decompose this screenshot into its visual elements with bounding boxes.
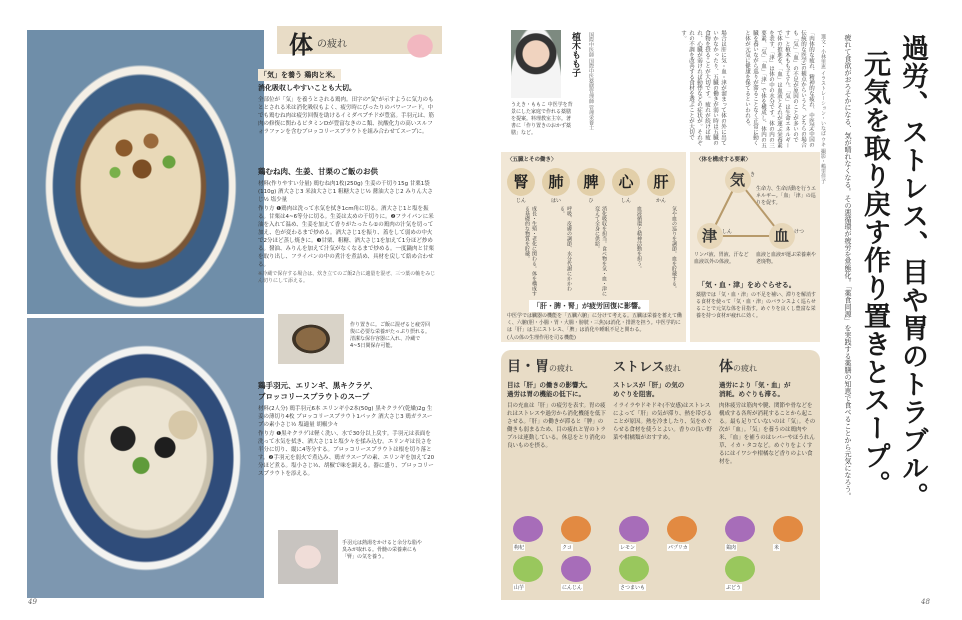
recipe1-steps: 作り方 ❶鶏肉は洗って水気を拭き1cm角に切る。酒大さじ1と塩を振る。甘栗は4~6等分に切る。生姜は太めの千切りに。❷フライパンに米油を入れて温め、生姜を加えて香りがたったら①の鶏肉の汁気を切って加え、色が変わるまで炒める。酒大さじ1を振り、蓋をして弱めの中火で2分ほど蒸し焼きに。❸甘栗、粗糖、酒大さじ1を加えて1分ほど炒める。醤油、みりんを加えて汁気がなくなるまで炒める。一度鍋肉と甘栗を取り出し、フライパンの中の煮汁を煮詰め、具材を戻して絡め合わせる。 — [258, 206, 435, 268]
col3-head2: 消耗。めぐりも滞る。 — [719, 390, 784, 398]
food-label: 米 — [774, 545, 780, 551]
element-shin-desc: リンパ液、胃液、汗など血液以外の体液。 — [694, 252, 749, 265]
food-illustration — [619, 516, 649, 542]
rice-toppings — [97, 120, 187, 190]
box1-text: 全部位が「気」を養うとされる鶏肉。田字の"気"が示すように気力のもととされる米は消化吸収もよく、疲労時にぴったりのパワーフード。中でも鶏むね肉は疲労回復を助けるイミダペプチドが豊富。手羽元は、筋肉の修復に関わるビタミンDが豊富なきのこ類、抗酸化力の高いスルフォラファンを含むブロッコリースプラウトを組み合わせてスープに。 — [258, 97, 435, 135]
recipe2-ingredients: 材料(2人分) 鶏手羽元6本 エリンギ小2本(50g) 黒キクラゲ(乾燥)2g 生姜の薄切り4枚 ブロッコリースプラウト1パック 酒大さじ3 鶏ガラスープの素小さじ½ 塩適量 胡椒少々 — [258, 406, 433, 428]
gozo-reading: かん — [655, 198, 666, 204]
col2-heading — [613, 356, 713, 375]
col1-head1: 目は「肝」の働きの影響大。 — [507, 381, 592, 389]
section-title-big: 体 — [289, 30, 313, 59]
intro-box — [258, 62, 436, 162]
elements-heading: 〈体を構成する要素〉 — [696, 157, 752, 163]
inset-caption-2: 手羽元は熱湯をかけると余分な脂や臭みが取れる。骨髄の栄養素にも「腎」の気を養う。 — [342, 540, 423, 560]
section-title-small: の疲れ — [317, 39, 347, 50]
right-page — [481, 0, 962, 620]
recipe2-steps: 作り方 ❶黒キクラゲは軽く洗い、水で30分以上戻す。手羽元は表面を洗って水気を拭き、酒大さじ1と塩少々を揉み込む。エリンギは長さを半分に切り、縦に4等分する。ブロッコリースプラウトは根を切り落とす。❷手羽元を弱火で煮込み、鶏ガラスープの素、エリンギを加えて20分ほど煮る。塩小さじ½、胡椒で味を調える。器に盛り、ブロッコリースプラウトを添える。 — [258, 431, 435, 477]
col1-text: 目の充血は「肝」の疲労を表す。胃の疲れはストレスや過労から消化機能を低下させる。「肝」の働きが滞ると「脾」の働きも弱まるため、目の疲れと胃のトラブルは連動している。休息をとり消化の良いものを摂る。 — [507, 403, 606, 449]
recipe1-title: 鶏むね肉、生姜、甘栗のご飯のお供 — [258, 167, 378, 176]
col3-head1: 過労により「気・血」が — [719, 381, 791, 389]
gozo-footer-note: (人の体の生理作用を司る機能) — [507, 335, 576, 341]
rice-bowl-photo — [27, 30, 264, 314]
gozo-descriptions — [507, 206, 682, 306]
soup-toppings — [87, 398, 207, 488]
page-number-left: 49 — [28, 598, 37, 606]
element-shin: 津 — [702, 227, 718, 245]
gozo-desc-item: 血液循環と精神活動を担う。 — [636, 206, 642, 271]
gozo-organ: 肝 — [647, 168, 675, 196]
gozo-desc-item: 呼吸、皮膚の調節、水分代謝にかかわる。 — [559, 206, 572, 291]
food-illustration — [725, 516, 755, 542]
body-text: 「肉体的な疲れ、精神的な疲れ、中医学(中国の伝統的な医学)の観点からいうと、どちらの場合も「気」「血」の不足が原因のことが多いのです」と植木もも子さん。「気」は生命エネルギーで体の推進を、「血」は血液とそれが運ぶ栄養素を表す、「津」は体の中の水分です。体の内の三要素、「気」「血」「津」で体を構成し、体内の五臓を養いながら巡りが滞ることなく正常に動くと体が元気に健康を保てるといわれる。 — [744, 30, 814, 149]
inset-photo-1 — [278, 314, 344, 364]
gozo-heading: 〈五臓とその働き〉 — [507, 157, 557, 163]
element-ketsu-reading: けつ — [794, 229, 805, 235]
col2-text: イライラやドキドキ(不安感)はストレスによって「肝」の気が滞り、熱を帯びることが原因。熱を冷ましたり、気をめぐらせる食材を使うとよい。香りの良い野菜や柑橘類がおすすめ。 — [613, 403, 713, 441]
gozo-footer: 「肝・脾・腎」が疲労回復に影響。 — [529, 300, 649, 312]
element-shin-reading: しん — [722, 229, 733, 235]
food-label: レモン — [620, 545, 636, 551]
stress-panel — [613, 356, 713, 596]
food-label: パプリカ — [668, 545, 688, 551]
body-fatigue-panel — [719, 356, 817, 596]
page-number-right: 48 — [921, 598, 930, 606]
gozo-organ: 心 — [612, 168, 640, 196]
gozo-desc-item: 消化吸収を担当。食べ物を気・血・津に変えて全身に供給。 — [594, 206, 607, 296]
gozo-desc-item: 成長・生殖・老化に関わる。体を構成する基礎的な物質を貯蔵。 — [524, 206, 537, 296]
element-ki-reading: き — [750, 172, 756, 178]
recipe2 — [258, 380, 436, 520]
col3-big: 体 — [719, 359, 733, 375]
col3-foods — [719, 512, 817, 596]
food-illustration — [725, 556, 755, 582]
col2-head1: ストレスが「肝」の気の — [613, 381, 685, 389]
food-label: 山芋 — [514, 585, 525, 591]
recipe2-title-line1: 鶏手羽元、エリンギ、黒キクラゲ、 — [258, 381, 378, 390]
gozo-organ: 肺 — [542, 168, 570, 196]
gozo-organ: 腎 — [507, 168, 535, 196]
element-ki: 気 — [730, 171, 746, 189]
recipe1-note: ※冷蔵で保存する場合は、炊き立てのご飯2合に適量を混ぜ、三つ葉の軸をみじん切りにして添える。 — [258, 271, 436, 284]
food-illustration — [667, 516, 697, 542]
food-label: クコ — [562, 545, 572, 551]
food-label: ぶどう — [726, 585, 742, 591]
col1-small: の疲れ — [549, 364, 573, 373]
elements-footer-text: 薬膳では「気・血・津」の不足を補い、滞りを解消する食材を使って「気・血・津」のバランスよく巡らせることで元気な体を目指す。めぐりを良くし豊富な栄養を持つ食材が疲れに効く。 — [696, 292, 817, 319]
intro-text: 疲れて食欲がおろそかになる、気が晴れなくなる。その悪循環が疲労を常態化。「薬食同源」を実践する薬膳の知恵で食べることから元気になろう。 — [844, 34, 852, 500]
col1-big2: 胃 — [535, 359, 549, 375]
inset-photo-2 — [278, 530, 338, 584]
element-ketsu-desc: 血液と血液が運ぶ栄養素や老廃物。 — [756, 252, 817, 265]
col1-foods — [507, 512, 607, 596]
inset-caption-1: 作り置きに。ご飯に混ぜると疲労回復に必要な栄養がたっぷり摂れる。清潔な保存容器に入れ、冷蔵で4~5日間保存可能。 — [350, 322, 431, 349]
box1-title: 「気」を養う 鶏肉と米。 — [260, 71, 340, 79]
headline-line1: 過労、ストレス、目や胃のトラブル。 — [897, 34, 928, 510]
gozo-reading: しん — [620, 198, 631, 204]
col1-heading — [507, 356, 607, 376]
gozo-organ: 脾 — [577, 168, 605, 196]
recipe1 — [258, 166, 436, 306]
profile-photo — [511, 30, 561, 98]
box1-subtitle: 消化吸収しやすいことも大切。 — [258, 84, 356, 92]
recipe2-title-line2: ブロッコリースプラウトのスープ — [258, 392, 370, 401]
col1-mid: ・ — [521, 359, 535, 375]
food-label: 枸杞 — [514, 545, 525, 551]
col3-small: の疲れ — [733, 364, 757, 373]
eye-stomach-panel — [507, 356, 607, 596]
col3-heading — [719, 356, 817, 376]
chicken-illustration — [398, 26, 442, 66]
food-label: 鶏肉 — [726, 545, 737, 551]
col2-big: ストレス — [613, 360, 665, 375]
gozo-footer-text: 中医学では臓器の機能を「五臓六腑」に分けて考える。五臓は栄養を蓄えて働く、六腑(胆・小腸・胃・大腸・膀胱・三焦)は消化・排泄を担う。中医学的には「肝」は主にストレス、「脾」は消化や睡眠不足と関わる。 — [507, 313, 683, 333]
recipe1-ingredients: 材料(作りやすい分量) 鶏むね肉1枚(250g) 生姜の千切り15g 甘栗1袋(110g) 酒大さじ3 米油大さじ1 粗糖大さじ½ 醤油大さじ2 みりん大さじ½ 塩少量 — [258, 181, 433, 203]
elements-footer: 「気・血・津」をめぐらせる。 — [698, 281, 796, 289]
col2-foods — [613, 512, 713, 596]
headline-line2: 元気を取り戻す作り置きとスープ。 — [859, 50, 890, 498]
food-illustration — [513, 516, 543, 542]
soup-bowl-photo — [27, 318, 264, 598]
food-label: にんじん — [562, 585, 583, 591]
food-illustration — [619, 556, 649, 582]
gozo-reading: ひ — [588, 198, 594, 204]
food-label: さつまいも — [620, 585, 646, 591]
element-ketsu: 血 — [774, 227, 790, 245]
food-illustration — [561, 516, 591, 542]
profile-text: うえき・ももこ 中医学を背景にした家庭で作れる薬膳を提案。料理教室主宰。著書に「作り置きのおかず薬膳」など。 — [511, 102, 573, 136]
col1-head2: 過労は胃の機能の低下に。 — [507, 390, 585, 398]
gozo-reading: じん — [515, 198, 526, 204]
body-text-2: 場合は肝に気・血・津が溜まって体の外に出ていかなかったり、五臓の働きが弱い時は五臓の食物を摂ることが大切です。疲れが続けば疲れ、心臓が弱ければ動悸などの症状が。それぞれの不調を改善する食材を選ぶことが大切です。 — [680, 30, 726, 146]
profile-title: 国際中医師 国際中医薬膳管理師 管理栄養士 — [588, 32, 594, 131]
food-illustration — [561, 556, 591, 582]
food-illustration — [773, 516, 803, 542]
gozo-desc-item: 気や血の巡りを調節。血を貯蔵する。 — [671, 206, 677, 291]
gozo-organs — [507, 166, 682, 206]
gozo-panel — [501, 152, 686, 342]
elements-panel — [690, 152, 820, 342]
food-illustration — [513, 556, 543, 582]
col2-small: 疲れ — [664, 364, 681, 373]
col1-big: 目 — [507, 359, 521, 375]
profile-name: 植木もも子 — [570, 32, 580, 77]
col3-text: 肉体疲労は筋肉や腱、関節や骨などを構成する各所が消耗することから起こる。最も足りていないのは「気」。その次が「血」。「気」を養うのは鶏肉や米、「血」を補うのはレバーやほうれん草、イカ・タコなど。めぐりをよくするにはイワシや柑橘など香りのよい食材を。 — [719, 403, 816, 465]
col2-head2: めぐりを阻害。 — [613, 390, 659, 398]
credit: 選文・小林里恵 イラストレーション・いなば ウキ 撮影・嶋里佳子 — [820, 34, 826, 184]
gozo-reading: はい — [550, 198, 561, 204]
element-ki-desc: 生命力、生命活動を行うエネルギー。「血」「津」の巡りを促す。 — [756, 186, 817, 206]
